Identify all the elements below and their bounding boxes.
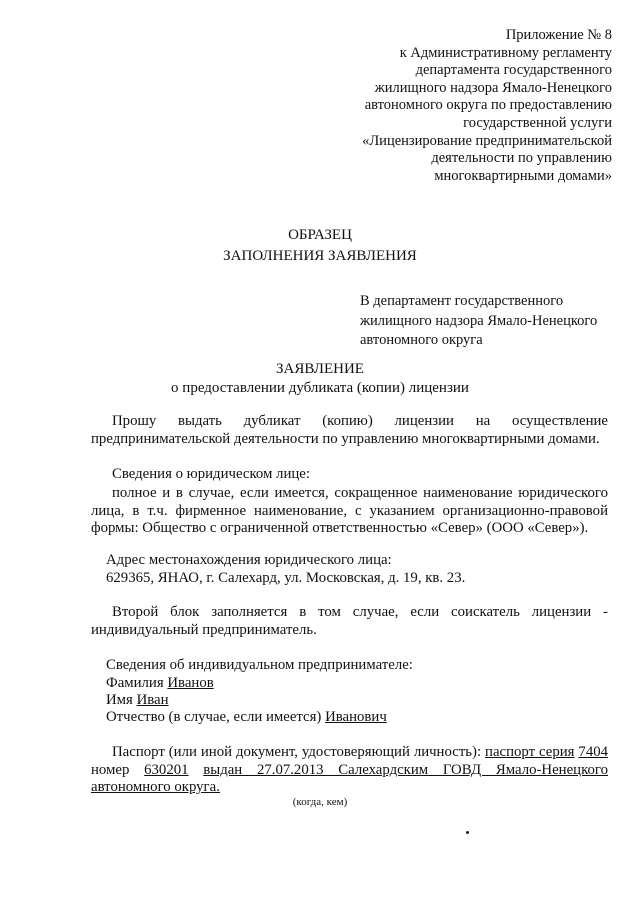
surname-label: Фамилия <box>106 675 164 691</box>
surname-value: Иванов <box>167 675 214 691</box>
request-paragraph: Прошу выдать дубликат (копию) лицензии на осуществление предпринимательской деятельности по управлению многоквартирными домами. <box>91 413 608 447</box>
appendix-line: Приложение № 8 <box>505 27 612 43</box>
sample-title: ОБРАЗЕЦ <box>288 227 352 243</box>
statement-subtitle: о предоставлении дубликата (копии) лицензии <box>171 380 469 396</box>
passport-caption: (когда, кем) <box>292 796 348 808</box>
name-row <box>106 692 608 710</box>
appendix-line: департамента государственного <box>415 62 612 79</box>
statement-title-block <box>0 360 640 398</box>
sample-subtitle: ЗАПОЛНЕНИЯ ЗАЯВЛЕНИЯ <box>223 248 417 264</box>
patronymic-label: Отчество (в случае, если имеется) <box>106 709 322 725</box>
appendix-line: многоквартирными домами» <box>434 167 612 184</box>
entrepreneur-heading: Сведения об индивидуальном предпринимателе: <box>106 657 413 673</box>
appendix-line: автономного округа по предоставлению <box>364 97 612 114</box>
patronymic-row <box>106 709 608 727</box>
addressee-line: автономного округа <box>360 332 483 348</box>
name-value: Иван <box>136 692 169 708</box>
second-block-paragraph: Второй блок заполняется в том случае, если соискатель лицензии - индивидуальный предприниматель. <box>91 604 608 638</box>
appendix-header <box>312 27 612 185</box>
appendix-line: государственной услуги <box>463 114 612 131</box>
appendix-line: деятельности по управлению <box>431 150 612 167</box>
surname-row <box>106 675 608 693</box>
passport-number-label: номер <box>91 761 130 778</box>
appendix-line: жилищного надзора Ямало-Ненецкого <box>374 79 612 96</box>
passport-paragraph <box>91 744 608 797</box>
addressee-block <box>360 292 630 351</box>
passport-type-value: паспорт серия <box>485 744 575 760</box>
passport-label: Паспорт (или иной документ, удостоверяющий личность): <box>112 744 482 760</box>
passport-series-value: 7404 <box>578 744 609 760</box>
passport-number-value: 630201 <box>144 761 189 778</box>
addressee-line: жилищного надзора Ямало-Ненецкого <box>360 312 598 329</box>
addressee-line: В департамент государственного <box>360 293 564 309</box>
passport-issued-value: выдан 27.07.2013 Салехардским ГОВД Ямало-Ненецкого автономного округа. <box>91 761 609 795</box>
scan-speck <box>466 831 469 834</box>
appendix-line: к Административному регламенту <box>399 44 612 61</box>
legal-entity-name-paragraph: полное и в случае, если имеется, сокращенное наименование юридического лица, в т.ч. фирменное наименование, с указанием организационно-правовой формы: Общество с ограниченной ответственностью «Север» (ООО «Север»). <box>91 485 608 536</box>
legal-entity-address-value: 629365, ЯНАО, г. Салехард, ул. Московская, д. 19, кв. 23. <box>106 570 466 586</box>
appendix-line: «Лицензирование предпринимательской <box>362 132 612 149</box>
statement-title: ЗАЯВЛЕНИЕ <box>276 361 364 377</box>
legal-entity-address-label: Адрес местонахождения юридического лица: <box>106 552 392 568</box>
sample-title-block <box>0 225 640 267</box>
name-label: Имя <box>106 692 133 708</box>
legal-entity-heading: Сведения о юридическом лице: <box>112 466 310 482</box>
patronymic-value: Иванович <box>325 709 387 725</box>
